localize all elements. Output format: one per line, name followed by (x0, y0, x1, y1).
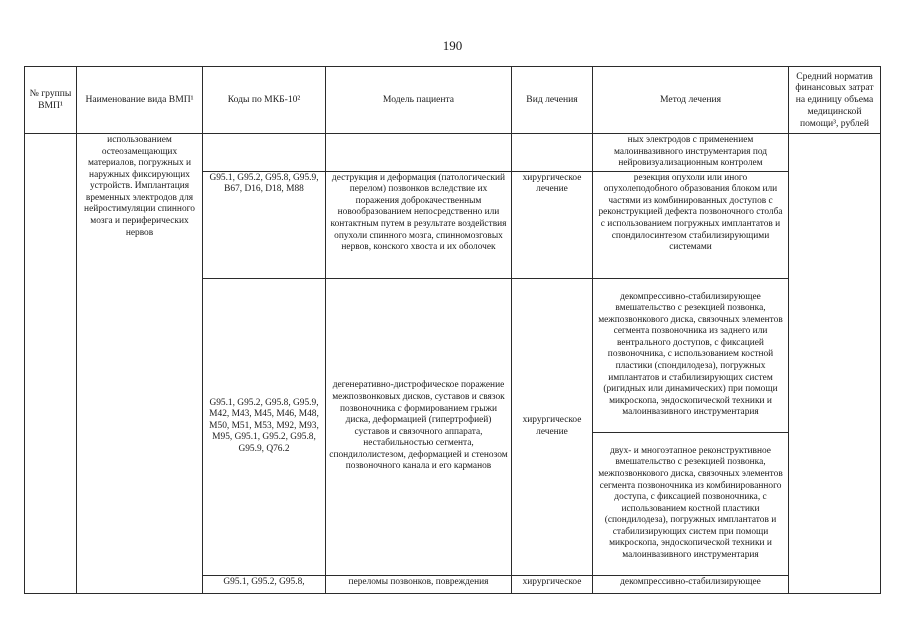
cost-cell (789, 134, 881, 594)
header-group: № группы ВМП¹ (25, 67, 77, 134)
header-cost: Средний норматив финансовых затрат на единицу объема медицинской помощи³, рублей (789, 67, 881, 134)
treatment-cell: хирургическое лечение (512, 278, 593, 575)
method-cell: декомпрессивно-стабилизирующее вмешательство с резекцией позвонка, межпозвонкового диска, связочных элементов сегмента позвоночника из заднего или вентрального доступов, с фиксацией позвоночника, с использованием костной пластики (спондилодеза), погружных имплантатов и стабилизирующих систем (ригидных или динамических) при помощи микроскопа, эндоскопической техники и малоинвазивного инструментария (593, 278, 789, 432)
model-cell (326, 134, 512, 172)
header-name: Наименование вида ВМП¹ (77, 67, 203, 134)
treatment-cell: хирургическое лечение (512, 171, 593, 278)
group-cell (25, 134, 77, 594)
codes-cell: G95.1, G95.2, G95.8, G95.9, B67, D16, D18, M88 (203, 171, 326, 278)
method-cell: резекция опухоли или иного опухолеподобного образования блоком или частями из комбинированных доступов с реконструкцией дефекта позвоночного столба с использованием погружных имплантатов и спондилосинтезом стабилизирующими системами (593, 171, 789, 278)
page-number: 190 (442, 38, 463, 53)
codes-cell: G95.1, G95.2, G95.8, (203, 575, 326, 593)
model-cell: дегенеративно-дистрофическое поражение межпозвонковых дисков, суставов и связок позвоночника с формированием грыжи диска, деформацией (гипертрофией) суставов и связочного аппарата, нестабильностью сегмента, спондилолистезом, деформацией и стенозом позвоночного канала и его карманов (326, 278, 512, 575)
header-treatment: Вид лечения (512, 67, 593, 134)
treatment-cell: хирургическое (512, 575, 593, 593)
method-cell: ных электродов с применением малоинвазивного инструментария под нейровизуализационным контролем (593, 134, 789, 172)
codes-cell: G95.1, G95.2, G95.8, G95.9, M42, M43, M45, M46, M48, M50, M51, M53, M92, M93, M95, G95.1, G95.2, G95.8, G95.9, Q76.2 (203, 278, 326, 575)
name-cell: использованием остеозамещающих материалов, погружных и наружных фиксирующих устройств. Имплантация временных электродов для нейростимуляции спинного мозга и периферических нервов (77, 134, 203, 594)
header-model: Модель пациента (326, 67, 512, 134)
table-row (25, 134, 881, 172)
header-method: Метод лечения (593, 67, 789, 134)
table-header-row (25, 67, 881, 134)
method-cell: декомпрессивно-стабилизирующее (593, 575, 789, 593)
method-cell: двух- и многоэтапное реконструктивное вмешательство с резекцией позвонка, межпозвонкового диска, связочных элементов сегмента позвоночника из комбинированного доступа, с фиксацией позвоночника, с использованием костной пластики (спондилодеза), погружных имплантатов и стабилизирующих систем при помощи микроскопа, эндоскопической техники и малоинвазивного инструментария (593, 432, 789, 575)
codes-cell (203, 134, 326, 172)
model-cell: переломы позвонков, повреждения (326, 575, 512, 593)
vmp-table (24, 66, 881, 594)
model-cell: деструкция и деформация (патологический перелом) позвонков вследствие их поражения доброкачественным новообразованием непосредственно или контактным путем в результате воздействия опухоли спинного мозга, спинномозговых нервов, конского хвоста и их оболочек (326, 171, 512, 278)
treatment-cell (512, 134, 593, 172)
header-codes: Коды по МКБ-10² (203, 67, 326, 134)
